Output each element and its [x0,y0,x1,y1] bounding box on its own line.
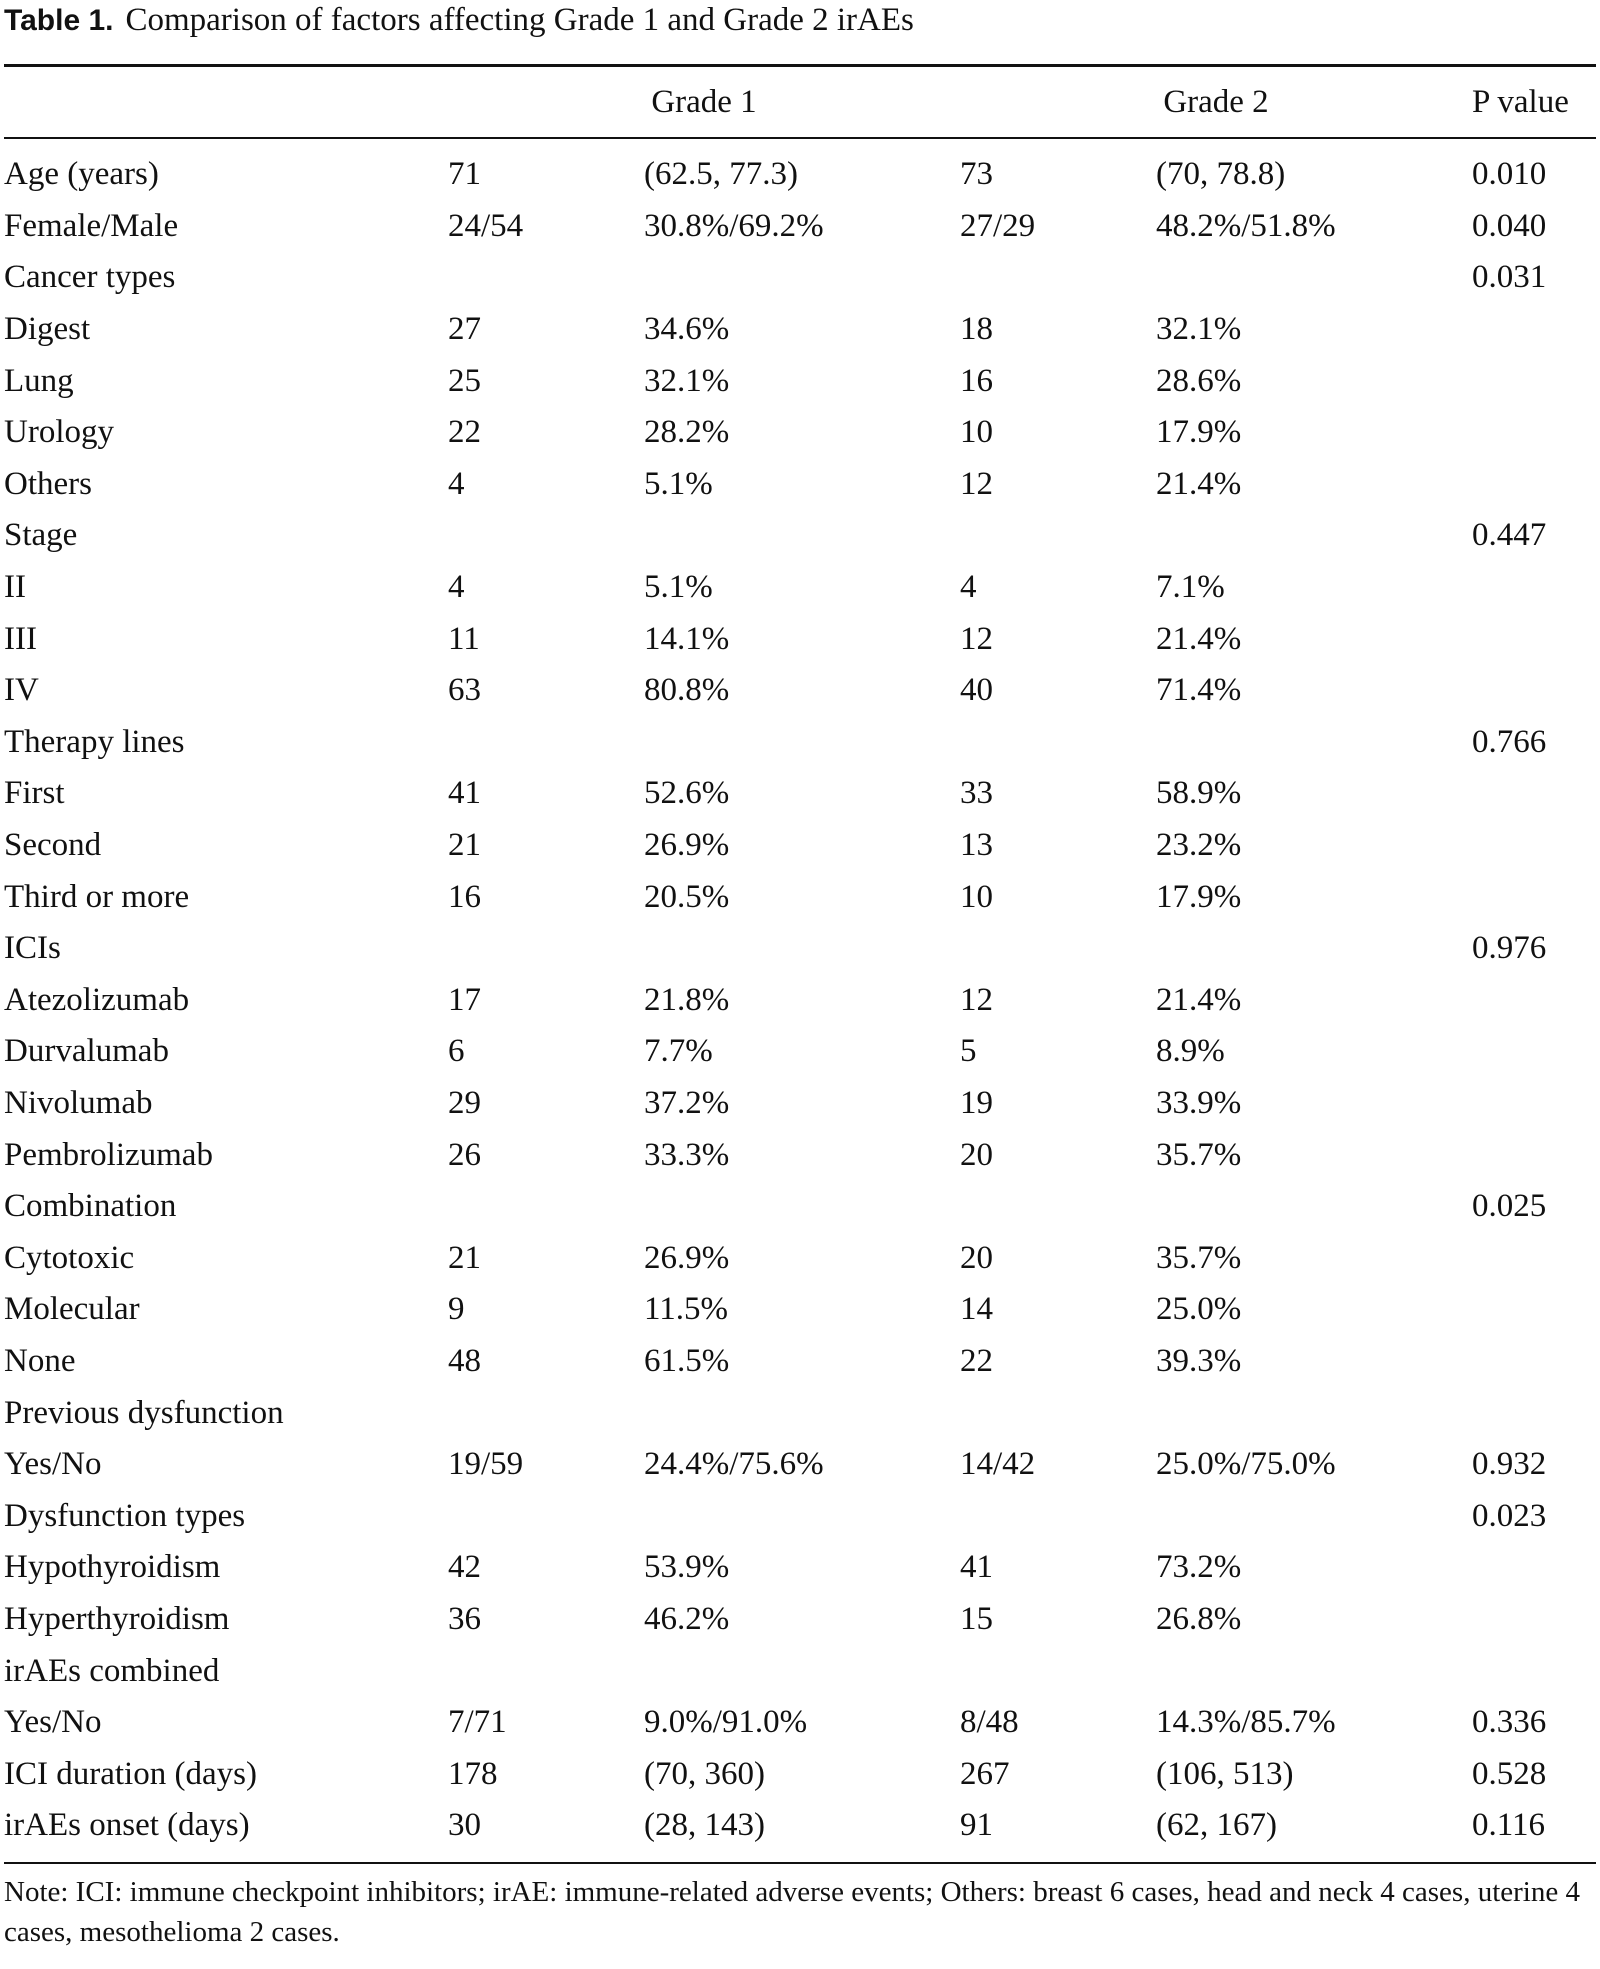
grade1-count: 25 [448,362,481,399]
row-label: Others [4,465,92,502]
row-label: Pembrolizumab [4,1136,213,1173]
grade1-count: 11 [448,620,480,657]
grade1-count: 41 [448,775,481,812]
grade1-stat: 34.6% [644,311,730,348]
grade2-count: 12 [960,465,993,502]
grade1-stat: 26.9% [644,1239,730,1276]
grade2-stat: 21.4% [1156,465,1242,502]
grade1-count [448,1490,644,1542]
grade2-stat: 21.4% [1156,981,1242,1018]
row-label: Female/Male [4,207,179,244]
p-value [1472,665,1596,717]
table-row [4,717,1596,769]
grade1-count: 21 [448,1239,481,1276]
grade1-count: 26 [448,1136,481,1173]
grade2-stat [1156,1645,1472,1697]
table-row [4,1542,1596,1594]
grade1-stat [644,252,960,304]
grade1-stat: 14.1% [644,620,730,657]
row-label: Combination [4,1188,177,1225]
grade2-count: 5 [960,1033,977,1070]
grade2-stat [1156,510,1472,562]
row-label: Cytotoxic [4,1239,135,1276]
grade2-count: 33 [960,775,993,812]
table-row [4,1439,1596,1491]
table-row [4,1026,1596,1078]
table-row [4,201,1596,253]
grade2-count: 12 [960,620,993,657]
grade1-stat: 46.2% [644,1600,730,1637]
table-row [4,138,1596,201]
grade1-stat: 37.2% [644,1084,730,1121]
grade2-stat [1156,717,1472,769]
grade2-count: 73 [960,156,993,193]
grade2-stat: 33.9% [1156,1084,1242,1121]
row-label: ICI duration (days) [4,1755,257,1792]
table-label: Table 1. [4,4,114,37]
grade2-count: 91 [960,1807,993,1844]
grade2-count: 15 [960,1600,993,1637]
grade2-count: 10 [960,878,993,915]
p-value [1472,975,1596,1027]
p-value [1472,1284,1596,1336]
grade2-stat: 48.2%/51.8% [1156,207,1336,244]
row-label: II [4,569,26,606]
table-row [4,1181,1596,1233]
grade1-stat: 53.9% [644,1549,730,1586]
grade1-stat: 24.4%/75.6% [644,1446,824,1483]
p-value [1472,613,1596,665]
p-value [1472,1232,1596,1284]
row-label: Dysfunction types [4,1497,246,1534]
grade1-count: 7/71 [448,1704,507,1741]
grade2-count [960,1387,1156,1439]
table-row [4,252,1596,304]
grade2-stat: 35.7% [1156,1136,1242,1173]
grade1-stat: 80.8% [644,672,730,709]
grade2-stat: 32.1% [1156,311,1242,348]
row-label: Urology [4,414,114,451]
grade1-stat: 7.7% [644,1033,713,1070]
p-value: 0.040 [1472,207,1547,244]
grade1-stat: 5.1% [644,569,713,606]
grade1-count: 30 [448,1807,481,1844]
grade1-count: 27 [448,311,481,348]
grade1-count: 22 [448,414,481,451]
table-row [4,304,1596,356]
grade1-stat: (70, 360) [644,1755,765,1792]
grade1-count: 17 [448,981,481,1018]
grade2-stat [1156,1490,1472,1542]
grade2-count: 13 [960,827,993,864]
p-value [1472,1336,1596,1388]
table-row [4,1284,1596,1336]
p-value [1472,1594,1596,1646]
grade2-stat: 71.4% [1156,672,1242,709]
grade2-stat: 73.2% [1156,1549,1242,1586]
table-row [4,1800,1596,1862]
grade1-stat: 20.5% [644,878,730,915]
grade2-stat: 7.1% [1156,569,1225,606]
grade2-count: 8/48 [960,1704,1019,1741]
grade1-stat: 32.1% [644,362,730,399]
grade1-count [448,1387,644,1439]
row-label: Stage [4,517,78,554]
row-label: Digest [4,311,91,348]
grade1-stat [644,1645,960,1697]
data-table [4,67,1596,1862]
grade1-stat: 52.6% [644,775,730,812]
grade2-stat [1156,1181,1472,1233]
grade1-stat: 61.5% [644,1342,730,1379]
grade1-stat [644,1490,960,1542]
grade2-stat: (106, 513) [1156,1755,1294,1792]
grade1-count: 19/59 [448,1446,524,1483]
grade1-count: 16 [448,878,481,915]
header-grade1: Grade 1 [651,83,757,120]
p-value: 0.932 [1472,1446,1547,1483]
row-label: Molecular [4,1291,140,1328]
grade1-count: 63 [448,672,481,709]
grade2-count: 18 [960,311,993,348]
grade2-count: 20 [960,1136,993,1173]
grade1-stat: (62.5, 77.3) [644,156,798,193]
p-value: 0.010 [1472,156,1547,193]
header-grade2: Grade 2 [1163,83,1269,120]
table-row [4,355,1596,407]
grade1-count: 71 [448,156,481,193]
table-row [4,1336,1596,1388]
p-value [1472,407,1596,459]
row-label: Durvalumab [4,1033,169,1070]
grade2-count: 12 [960,981,993,1018]
p-value: 0.766 [1472,723,1547,760]
p-value [1472,768,1596,820]
grade1-count: 29 [448,1084,481,1121]
table-row [4,1490,1596,1542]
p-value [1472,871,1596,923]
row-label: First [4,775,65,812]
table-row [4,459,1596,511]
grade1-stat: 5.1% [644,465,713,502]
grade2-count [960,510,1156,562]
table-row [4,407,1596,459]
grade2-count: 40 [960,672,993,709]
grade1-stat: 26.9% [644,827,730,864]
grade2-count: 41 [960,1549,993,1586]
grade1-count: 48 [448,1342,481,1379]
table-row [4,1594,1596,1646]
grade1-count: 9 [448,1291,465,1328]
row-label: None [4,1342,76,1379]
grade1-stat: 11.5% [644,1291,729,1328]
p-value: 0.116 [1472,1807,1546,1844]
grade1-count: 6 [448,1033,465,1070]
p-value [1472,1078,1596,1130]
p-value [1472,1129,1596,1181]
p-value: 0.031 [1472,259,1547,296]
grade2-stat: 17.9% [1156,878,1242,915]
grade2-stat: 21.4% [1156,620,1242,657]
p-value [1472,1026,1596,1078]
grade2-stat [1156,1387,1472,1439]
grade2-stat: 26.8% [1156,1600,1242,1637]
table-note: Note: ICI: immune checkpoint inhibitors; irAE: immune-related adverse events; Others: breast 6 cases, head and neck 4 cases, uterine 4 cases, mesothelioma 2 cases. [4,1862,1596,1952]
grade1-stat [644,717,960,769]
grade1-count [448,923,644,975]
grade1-stat [644,1387,960,1439]
grade1-count [448,1181,644,1233]
grade2-stat: 25.0% [1156,1291,1242,1328]
grade1-count: 21 [448,827,481,864]
grade2-stat: (62, 167) [1156,1807,1277,1844]
grade1-count: 178 [448,1755,498,1792]
table-row [4,613,1596,665]
grade2-count [960,1181,1156,1233]
grade1-count: 24/54 [448,207,524,244]
p-value: 0.336 [1472,1704,1547,1741]
p-value [1472,355,1596,407]
grade2-count: 27/29 [960,207,1036,244]
table-row [4,1387,1596,1439]
grade2-count: 4 [960,569,977,606]
grade2-stat [1156,923,1472,975]
grade2-stat: 39.3% [1156,1342,1242,1379]
table-row [4,1232,1596,1284]
table-row [4,975,1596,1027]
table-row [4,820,1596,872]
grade1-count: 4 [448,569,465,606]
grade2-count: 14 [960,1291,993,1328]
grade1-count [448,510,644,562]
grade2-stat [1156,252,1472,304]
row-label: Hyperthyroidism [4,1600,230,1637]
p-value: 0.023 [1472,1497,1547,1534]
grade1-stat: (28, 143) [644,1807,765,1844]
p-value [1472,1387,1596,1439]
row-label: Cancer types [4,259,176,296]
table-row [4,665,1596,717]
p-value: 0.976 [1472,930,1547,967]
grade2-count: 20 [960,1239,993,1276]
grade2-count: 16 [960,362,993,399]
grade2-stat: 58.9% [1156,775,1242,812]
p-value [1472,304,1596,356]
table-row [4,768,1596,820]
grade1-count: 4 [448,465,465,502]
grade1-stat [644,510,960,562]
p-value: 0.528 [1472,1755,1547,1792]
grade2-stat: 35.7% [1156,1239,1242,1276]
grade2-count: 19 [960,1084,993,1121]
row-label: Hypothyroidism [4,1549,221,1586]
grade1-stat: 33.3% [644,1136,730,1173]
table-header [4,67,1596,138]
table-row [4,871,1596,923]
p-value: 0.025 [1472,1188,1547,1225]
grade1-stat: 9.0%/91.0% [644,1704,808,1741]
row-label: Nivolumab [4,1084,153,1121]
table-row [4,1129,1596,1181]
row-label: Yes/No [4,1704,102,1741]
table-row [4,923,1596,975]
row-label: Previous dysfunction [4,1394,284,1431]
row-label: ICIs [4,930,61,967]
grade2-count: 14/42 [960,1446,1036,1483]
row-label: Lung [4,362,74,399]
grade2-stat: 23.2% [1156,827,1242,864]
grade1-count [448,252,644,304]
grade2-count: 10 [960,414,993,451]
grade2-count [960,717,1156,769]
grade1-stat: 21.8% [644,981,730,1018]
p-value [1472,459,1596,511]
grade2-count: 22 [960,1342,993,1379]
p-value [1472,1645,1596,1697]
p-value [1472,562,1596,614]
grade1-count [448,717,644,769]
table-row [4,1697,1596,1749]
grade2-stat: 17.9% [1156,414,1242,451]
grade1-stat [644,923,960,975]
row-label: irAEs combined [4,1652,220,1689]
table-row [4,1645,1596,1697]
table-body [4,138,1596,1862]
grade2-stat: 28.6% [1156,362,1242,399]
row-label: Yes/No [4,1446,102,1483]
row-label: irAEs onset (days) [4,1807,250,1844]
row-label: Therapy lines [4,723,185,760]
grade2-stat: 25.0%/75.0% [1156,1446,1336,1483]
grade1-stat: 28.2% [644,414,730,451]
grade2-stat: 8.9% [1156,1033,1225,1070]
row-label: Age (years) [4,156,159,193]
header-pvalue: P value [1472,83,1569,120]
p-value: 0.447 [1472,517,1547,554]
p-value [1472,820,1596,872]
table-row [4,1078,1596,1130]
table-caption [4,0,1596,64]
grade2-count [960,1490,1156,1542]
table-row [4,510,1596,562]
row-label: Third or more [4,878,190,915]
table-title: Comparison of factors affecting Grade 1 and Grade 2 irAEs [125,2,914,38]
p-value [1472,1542,1596,1594]
grade2-count: 267 [960,1755,1010,1792]
table-row [4,562,1596,614]
grade1-count: 42 [448,1549,481,1586]
grade2-count [960,1645,1156,1697]
grade1-count [448,1645,644,1697]
table-row [4,1748,1596,1800]
grade2-count [960,252,1156,304]
grade2-stat: 14.3%/85.7% [1156,1704,1336,1741]
grade1-count: 36 [448,1600,481,1637]
row-label: Second [4,827,102,864]
row-label: III [4,620,37,657]
header-blank [4,67,448,138]
grade1-stat [644,1181,960,1233]
row-label: IV [4,672,39,709]
grade1-stat: 30.8%/69.2% [644,207,824,244]
row-label: Atezolizumab [4,981,190,1018]
grade2-stat: (70, 78.8) [1156,156,1286,193]
grade2-count [960,923,1156,975]
